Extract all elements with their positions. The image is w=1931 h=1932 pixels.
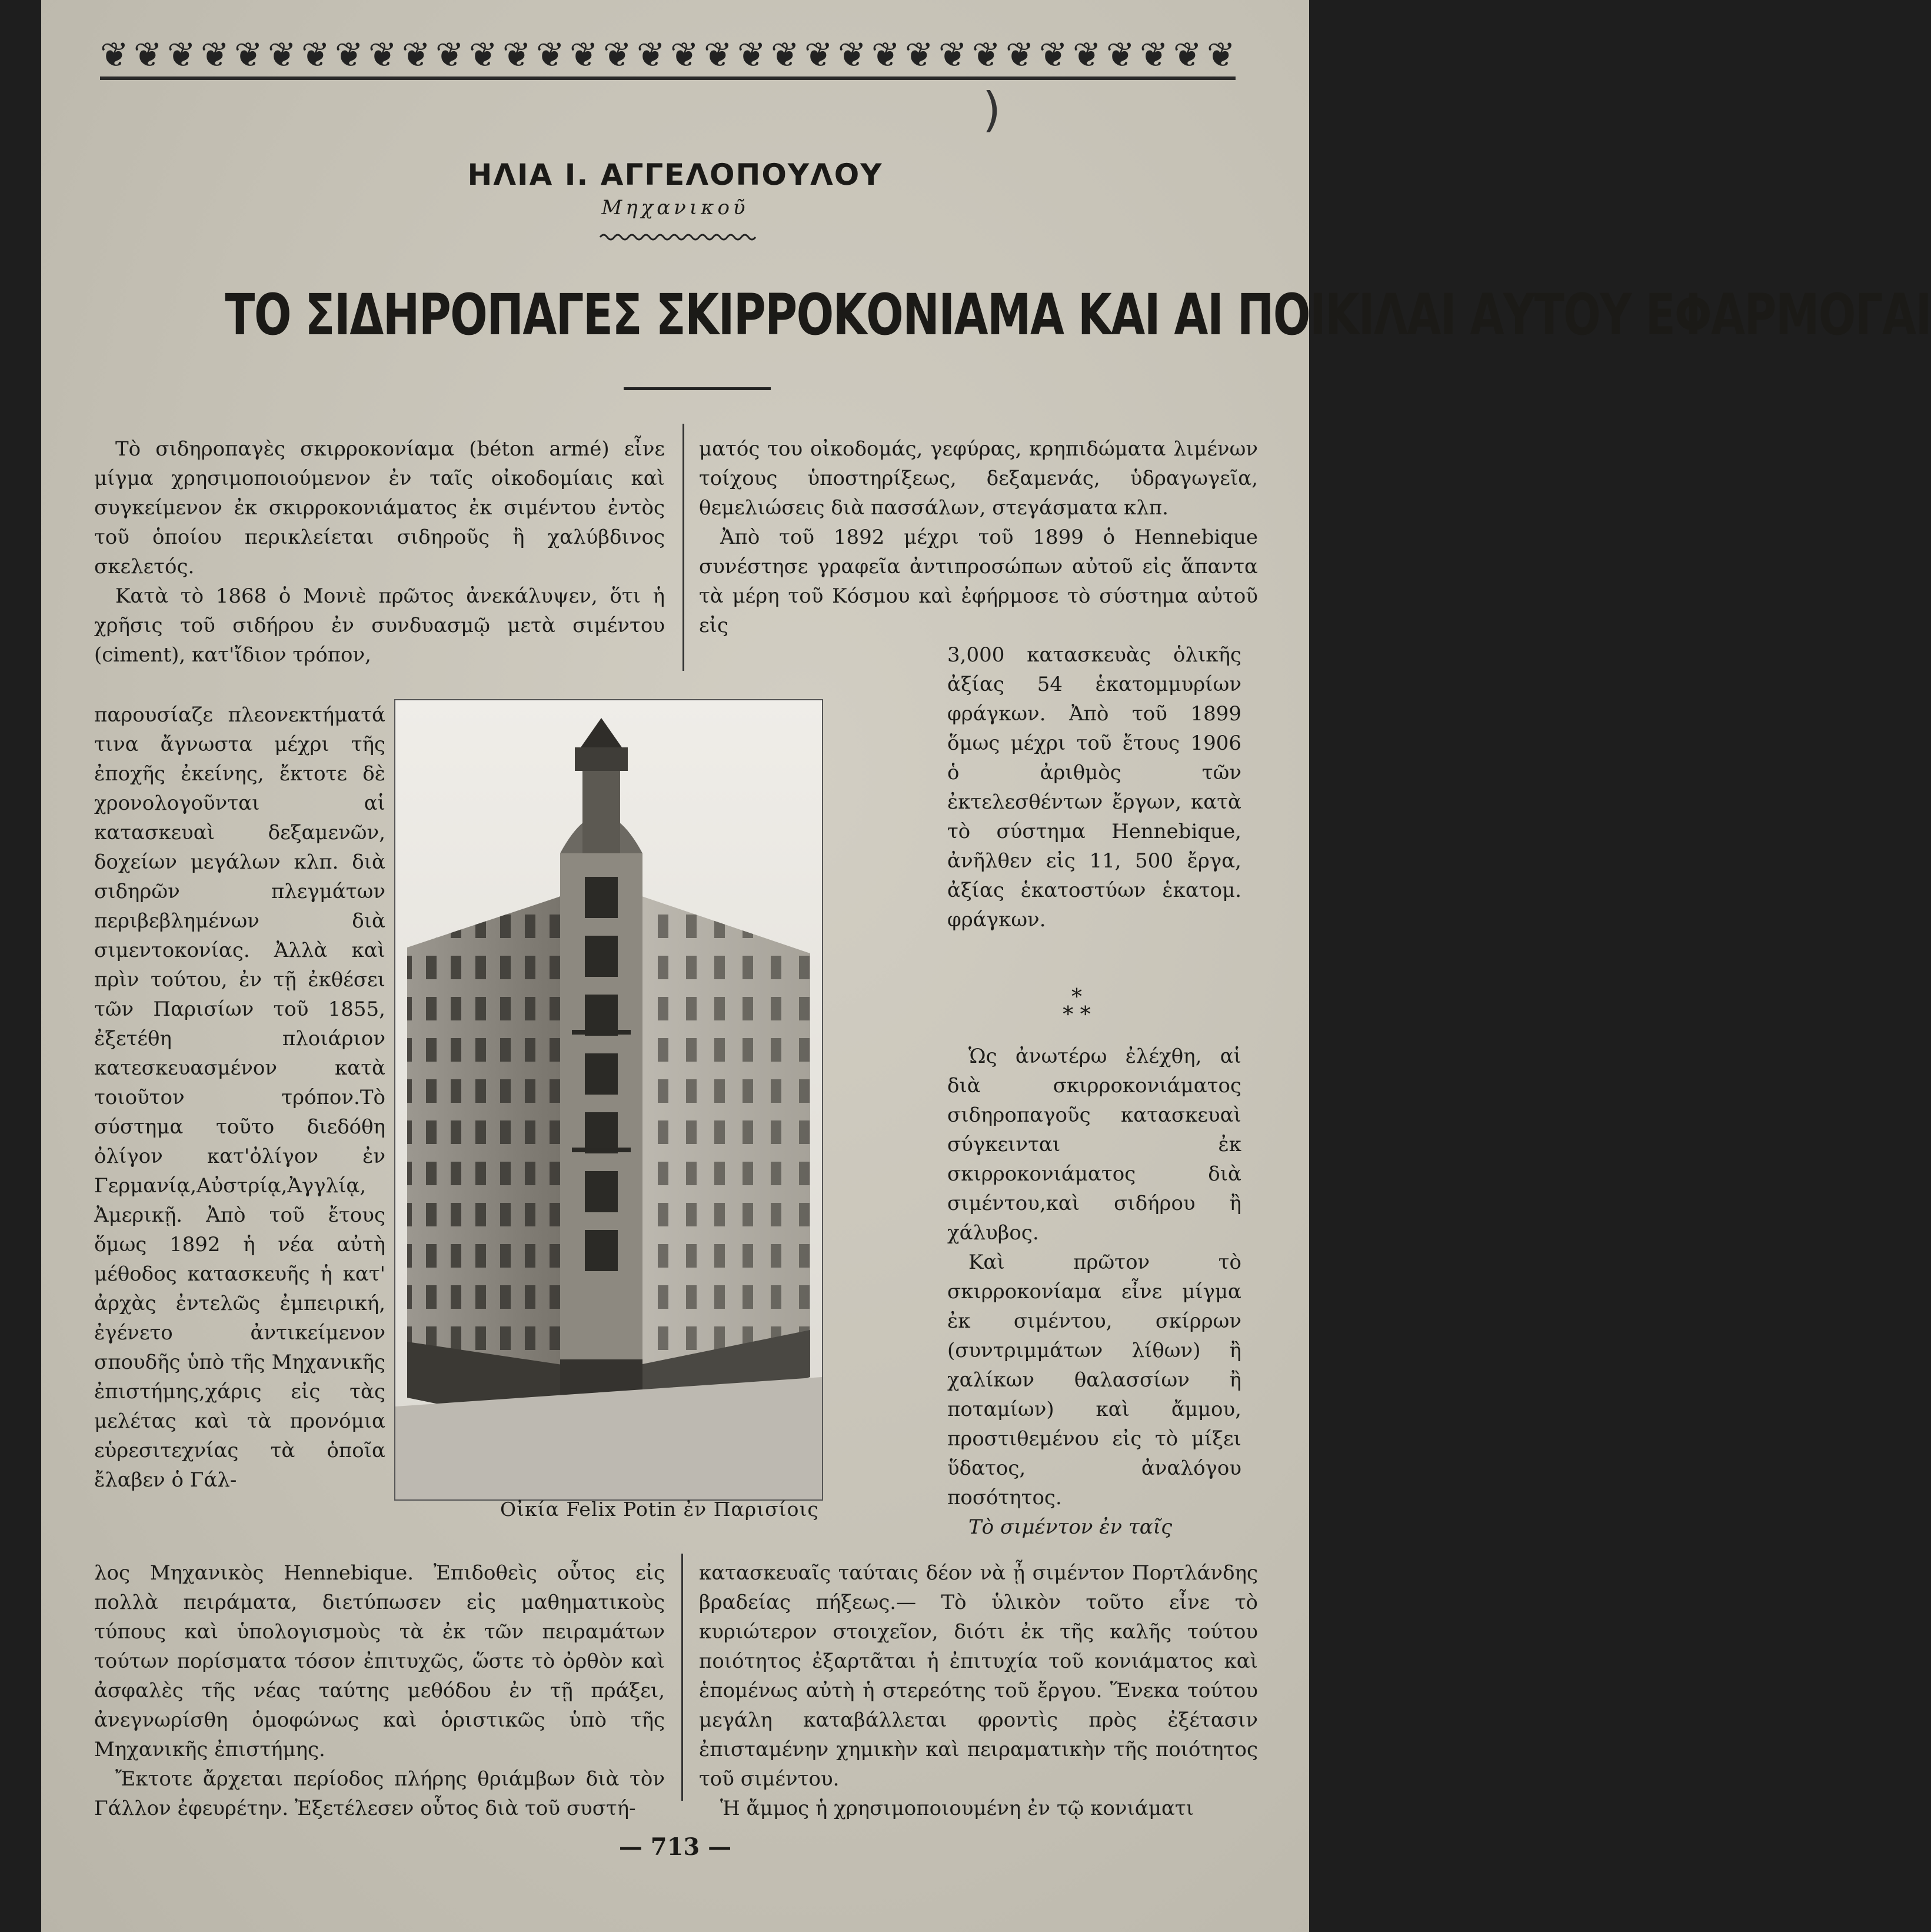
left-column-bottom [94, 1558, 665, 1823]
wavy-divider [600, 232, 759, 242]
photo-caption: Οἰκία Felix Potin ἐν Παρισίοις [500, 1498, 819, 1521]
page-number: — 713 — [618, 1833, 732, 1861]
pen-mark: ) [983, 82, 1001, 137]
paragraph: Καὶ πρῶτον τὸ σκιρροκονίαμα εἶνε μίγμα ἐκ σιμέντου, σκίρρων (συντριμμάτων λίθων) ἢ χαλίκων θαλασσίων ἢ ποταμίων) καὶ ἄμμου, προστιθεμένου εἰς τὸ μίξει ὕδατος, ἀναλόγου ποσότητος. [947, 1251, 1241, 1509]
paragraph: Τὸ σιδηροπαγὲς σκιρροκονίαμα (béton armé) εἶνε μίγμα χρησιμοποιούμενον ἐν ταῖς οἰκοδομίαις καὶ συγκείμενον ἐκ σκιρροκονιάματος ἐκ σιμέντου ἐντὸς τοῦ ὁποίου περικλείεται σιδηροῦς ἢ χαλύβδινος σκελετός. [94, 437, 665, 578]
decorative-ornament-band: ❦ ❦ ❦ ❦ ❦ ❦ ❦ ❦ ❦ ❦ ❦ ❦ ❦ ❦ ❦ ❦ ❦ ❦ ❦ ❦ ❦ ❦ ❦ ❦ ❦ ❦ ❦ ❦ ❦ ❦ ❦ ❦ ❦ ❦ [100, 35, 1236, 75]
title-rule [624, 387, 771, 390]
paragraph: Κατὰ τὸ 1868 ὁ Μονιὲ πρῶτος ἀνεκάλυψεν, ὅτι ἡ χρῆσις τοῦ σιδήρου ἐν συνδυασμῷ μετὰ σιμέντου (ciment), κατ'ἴδιον τρόπον, [94, 584, 665, 667]
paragraph: κατασκευαῖς ταύταις δέον νὰ ᾖ σιμέντον Πορτλάνδης βραδείας πήξεως.— Τὸ ὑλικὸν τοῦτο εἶνε τὸ κυριώτερον στοιχεῖον, διότι ἐκ τῆς καλῆς τούτου ποιότητος ἐξαρτᾶται ἡ ἐπιτυχία τοῦ κονιάματος καὶ ἑπομένως αὐτὴ ἡ στερεότης τοῦ ἔργου. Ἕνεκα τούτου μεγάλη καταβάλλεται φροντὶς πρὸς ἐξέτασιν ἐπισταμένην χημικὴν καὶ πειραματικὴν τῆς ποιότητος τοῦ σιμέντου. [699, 1561, 1258, 1791]
left-column-top [94, 434, 665, 670]
building-photo-illustration [395, 700, 822, 1499]
paragraph: λος Μηχανικὸς Hennebique. Ἐπιδοθεὶς οὗτος εἰς πολλὰ πειράματα, διετύπωσεν εἰς μαθηματικοὺς τύπους καὶ ὑπολογισμοὺς τὰ ἐκ τῶν πειραμάτων τούτων πορίσματα τόσον ἐπιτυχῶς, ὥστε τὸ ὀρθὸν καὶ ἀσφαλὲς τῆς νέας ταύτης μεθόδου ἐν τῇ πράξει, ἀνεγνωρίσθη ὁμοφώνως καὶ ὁριστικῶς ὑπὸ τῆς Μηχανικῆς ἐπιστήμης. [94, 1561, 665, 1761]
paragraph: Ἡ ἄμμος ἡ χρησιμοποιουμένη ἐν τῷ κονιάματι [720, 1797, 1194, 1820]
paragraph: Ἀπὸ τοῦ 1892 μέχρι τοῦ 1899 ὁ Hennebique συνέστησε γραφεῖα ἀντιπροσώπων αὐτοῦ εἰς ἅπαντα τὰ μέρη τοῦ Κόσμου καὶ ἐφήρμοσε τὸ σύστημα αὐτοῦ εἰς [699, 526, 1258, 637]
paragraph: 3,000 κατασκευὰς ὁλικῆς ἀξίας 54 ἑκατομμυρίων φράγκων. Ἀπὸ τοῦ 1899 ὅμως μέχρι τοῦ ἔτους 1906 ὁ ἀριθμὸς τῶν ἐκτελεσθέντων ἔργων, κατὰ τὸ σύστημα Hennebique, ἀνῆλθεν εἰς 11, 500 ἔργα, ἀξίας ἑκατοστύων ἑκατομ. φράγκων. [947, 643, 1241, 932]
author-title: Μηχανικοῦ [601, 196, 749, 220]
right-column-narrow-1 [947, 640, 1241, 935]
author-name: ΗΛΙΑ Ι. ΑΓΓΕΛΟΠΟΥΛΟΥ [467, 158, 883, 192]
right-column-bottom [699, 1558, 1258, 1823]
paragraph: Ἔκτοτε ἄρχεται περίοδος πλήρης θριάμβων διὰ τὸν Γάλλον ἐφευρέτην. Ἐξετέλεσεν οὗτος διὰ τοῦ συστή- [94, 1767, 665, 1820]
paragraph: Τὸ σιμέντον ἐν ταῖς [968, 1515, 1173, 1539]
page [41, 0, 1931, 1932]
right-column-narrow-2 [947, 1042, 1241, 1542]
right-column-top [699, 434, 1258, 640]
ornament-rule [100, 77, 1236, 80]
left-column-narrow [94, 700, 385, 1495]
column-divider [682, 424, 684, 671]
paragraph: Ὡς ἀνωτέρω ἐλέχθη, αἱ διὰ σκιρροκονιάματος σιδηροπαγοῦς κατασκευαὶ σύγκεινται ἐκ σκιρροκονιάματος διὰ σιμέντου,καὶ σιδήρου ἢ χάλυβος. [947, 1045, 1241, 1245]
building-photograph [394, 699, 823, 1501]
article-title: ΤΟ ΣΙΔΗΡΟΠΑΓΕΣ ΣΚΙΡΡΟΚΟΝΙΑΜΑ ΚΑΙ ΑΙ ΠΟΙΚΙΛΑΙ ΑΥΤΟΥ ΕΦΑΡΜΟΓΑΙ [225, 282, 1931, 348]
paragraph: ματός του οἰκοδομάς, γεφύρας, κρηπιδώματα λιμένων τοίχους ὑποστηρίξεως, δεξαμενάς, ὑδραγωγεῖα, θεμελιώσεις διὰ πασσάλων, στεγάσματα κλπ. [699, 437, 1258, 520]
asterism: * * * [1063, 985, 1091, 1027]
column-divider-bottom [681, 1554, 683, 1801]
paragraph: παρουσίαζε πλεονεκτήματά τινα ἄγνωστα μέχρι τῆς ἐποχῆς ἐκείνης, ἔκτοτε δὲ χρονολογοῦνται αἱ κατασκευαὶ δεξαμενῶν, δοχείων μεγάλων κλπ. διὰ σιδηρῶν πλεγμάτων περιβεβλημένων διὰ σιμεντοκονίας. Ἀλλὰ καὶ πρὶν τούτου, ἐν τῇ ἐκθέσει τῶν Παρισίων τοῦ 1855, ἐξετέθη πλοιάριον κατεσκευασμένον κατὰ τοιοῦτον τρόπον.Τὸ σύστημα τοῦτο διεδόθη ὀλίγον κατ'ὀλίγον ἐν Γερμανίᾳ,Αὐστρίᾳ,Ἀγγλίᾳ, Ἀμερικῇ. Ἀπὸ τοῦ ἔτους ὅμως 1892 ἡ νέα αὐτὴ μέθοδος κατασκευῆς ἡ κατ' ἀρχὰς ἐντελῶς ἐμπειρική, ἐγένετο ἀντικείμενον σπουδῆς ὑπὸ τῆς Μηχανικῆς ἐπιστήμης,χάρις εἰς τὰς μελέτας καὶ τὰ προνόμια εὑρεσιτεχνίας τὰ ὁποῖα ἔλαβεν ὁ Γάλ- [94, 703, 385, 1492]
